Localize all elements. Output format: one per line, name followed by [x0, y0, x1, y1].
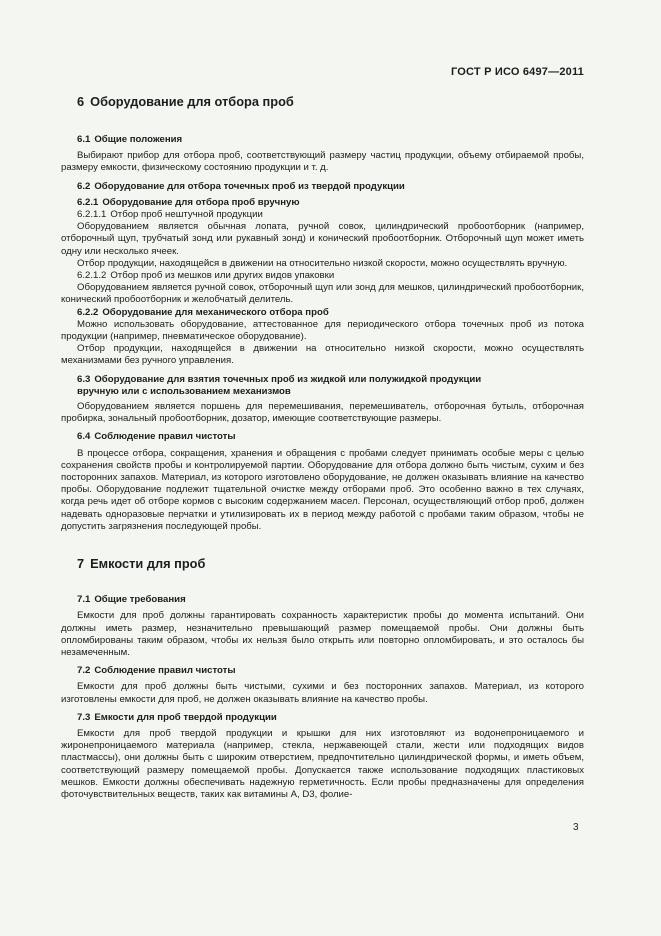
section-7-3-heading: 7.3 Емкости для проб твердой продукции	[77, 711, 277, 723]
section-6-2-1-1-heading: 6.2.1.1 Отбор проб нештучной продукции	[77, 209, 263, 221]
page-number: 3	[573, 822, 579, 833]
standard-header: ГОСТ Р ИСО 6497—2011	[450, 66, 584, 78]
section-6-1-heading: 6.1 Общие положения	[77, 134, 183, 145]
section-7-1-heading: 7.1 Общие требования	[77, 594, 186, 606]
section-7-2-text: Емкости для проб должны быть чистыми, сухими и без посторонних запахов. Материал, из которого изготовлены емкости для проб, не должен оказывать влияние на качество пробы.	[61, 681, 584, 705]
section-6-3-text: Оборудованием является поршень для перемешивания, перемешиватель, отборочная бутыль, отборочная пробирка, зональный пробоотборник, дозатор, имеющие соответствующие размеры.	[61, 401, 584, 425]
section-7-3-text: Емкости для проб твердой продукции и крышки для них изготовляют из водонепроницаемого и жиронепроницаемого материала (например, стекла, нержавеющей стали, жести или подходящих видов пластмассы), они должны быть с широким отверстием, предпочтительно цилиндрической формы, и иметь объем, соответствующий размеру помещаемой пробы. Допускается также использование подходящих пластиковых мешков. Емкости должны обеспечивать надежную герметичность. Если пробы предназначены для определения фоточувствительных веществ, таких как витамины A, D3, фолие-	[61, 727, 584, 800]
section-6-2-2-text-1: Можно использовать оборудование, аттестованное для периодического отбора точечных проб из потока продукции (например, пневматическое оборудование).	[61, 318, 584, 343]
section-6-2-2-text-2: Отбор продукции, находящейся в движении на относительно низкой скорости, можно осуществлять механизмами без ручного управления.	[61, 343, 584, 367]
section-6-heading: 6 Оборудование для отбора проб	[77, 94, 294, 109]
page-content	[61, 91, 584, 801]
section-7-2-heading: 7.2 Соблюдение правил чистоты	[77, 665, 236, 677]
section-6-2-1-2-text: Оборудованием является ручной совок, отборочный щуп или зонд для мешков, цилиндрический пробоотборник, конический пробоотборник и желобчатый делитель.	[61, 282, 584, 306]
section-7-1-text: Емкости для проб должны гарантировать сохранность характеристик пробы до момента испытаний. Они должны иметь размер, незначительно превышающий размер помещаемой пробы. Они должны быть опломбированы таким образом, чтобы их нельзя было открыть или повторно опломбировать, и это осталось бы незамеченным.	[61, 610, 584, 658]
section-6-2-1-2-heading: 6.2.1.2 Отбор проб из мешков или других видов упаковки	[77, 270, 335, 282]
section-7-heading: 7 Емкости для проб	[77, 556, 206, 572]
section-6-2-1-heading: 6.2.1 Оборудование для отбора проб вручную	[77, 196, 300, 208]
section-6-2-1-1-text-2: Отбор продукции, находящейся в движении на относительно низкой скорости, можно осуществлять вручную.	[77, 257, 568, 269]
section-6-4-heading: 6.4 Соблюдение правил чистоты	[77, 431, 236, 443]
section-6-2-1-1-text-1: Оборудованием является обычная лопата, ручной совок, цилиндрический пробоотборник (например, отборочный щуп, трубчатый зонд или рукавный зонд) и конический пробоотборник. Отборочный щуп может иметь одну или несколько ячеек.	[61, 221, 584, 257]
section-6-2-2-heading: 6.2.2 Оборудование для механического отбора проб	[77, 306, 329, 318]
section-6-1-text: Выбирают прибор для отбора проб, соответствующий размеру частиц продукции, объему отбираемой пробы, размеру емкости, физическому состоянию продукции и т. д.	[61, 150, 584, 174]
section-6-4-text: В процессе отбора, сокращения, хранения и обращения с пробами следует принимать особые меры с целью сохранения свойств пробы и контролируемой партии. Оборудование для отбора должно быть чистым, сухим и без посторонних запахов. Материал, из которого изготовлено оборудование, не должен оказывать влияние на качество пробы. Оборудование подлежит тщательной очистке между отборами проб. Это особенно важно в тех случаях, когда речь идет об отборе кормов с высоким содержанием масел. Персонал, осуществляющий отбор проб, должен надевать одноразовые перчатки и утилизировать их в период между работой с пробами таким образом, чтобы не допустить загрязнения последующей пробы.	[61, 447, 584, 532]
section-6-3-heading: 6.3 Оборудование для взятия точечных проб из жидкой или полужидкой продукции вручную или с использованием механизмов	[77, 373, 482, 397]
section-6-2-heading: 6.2 Оборудование для отбора точечных проб из твердой продукции	[77, 180, 405, 192]
